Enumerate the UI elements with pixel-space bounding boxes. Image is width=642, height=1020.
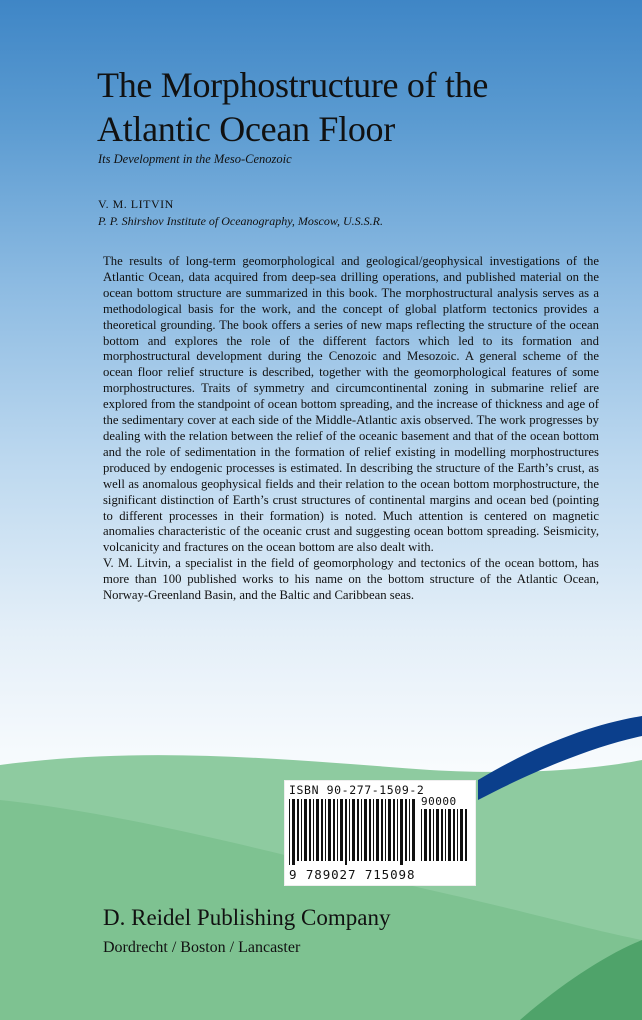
barcode-bar [409, 799, 410, 861]
barcode-bar [381, 799, 383, 861]
barcode-bar [309, 799, 311, 861]
barcode-bar [349, 799, 350, 861]
description-paragraph: The results of long-term geomorphological and geological/geophysical investigations of the Atlantic Ocean, data acquired from deep-sea drilling operations, and published material on the ocean bottom structure are summarized in this book. The morphostructural analysis serves as a methodological basis for the work, and the concept of global platform tectonics provides a theoretical grounding. The book offers a series of new maps reflecting the structure of the ocean bottom and explores the role of the different factors which led to its formation and morphostructural development during the Cenozoic and Mesozoic. A general scheme of the ocean floor relief structure is described, together with the geomorphological features of some morphostructures. Traits of symmetry and circumcontinental zoning in submarine relief are explored from the standpoint of ocean bottom spreading, and the increase of thickness and age of the sedimentary cover at each side of the Middle-Atlantic axis observed. The work progresses by dealing with the relation between the relief of the oceanic basement and that of the ocean bottom and the role of sedimentation in the formation of relief existing in modelling morphostructures produced by endogenic processes is estimated. In describing the structure of the Earth’s crust, as well as anomalous geophysical fields and their relation to the ocean bottom morphostructure, the significant distinction of Earth’s crust structures of continental margins and ocean bed (pointing to different processes in their formation) is noted. Much attention is centered on magnetic anomalies characteristic of the oceanic crust and suggesting ocean bottom spreading. Seismicity, volcanicity and fractures on the ocean bottom are also dealt with. [103, 254, 599, 555]
author-name: V. M. LITVIN [98, 197, 174, 211]
addon-barcode [421, 809, 471, 865]
barcode-bar [361, 799, 362, 861]
barcode-bar [441, 809, 443, 861]
barcode-bar [340, 799, 343, 861]
barcode-bar [376, 799, 379, 861]
isbn-barcode-block [284, 780, 476, 886]
barcode-bar [465, 809, 467, 861]
barcode-bar [321, 799, 323, 861]
barcode-bar [433, 809, 434, 861]
barcode-bar [397, 799, 398, 861]
barcode-bar [297, 799, 299, 861]
barcode-bar [345, 799, 347, 865]
publisher-locations: Dordrecht / Boston / Lancaster [103, 939, 301, 956]
barcode-bar [412, 799, 415, 861]
barcode-bar [292, 799, 295, 865]
title-line-1: The Morphostructure of the [97, 65, 489, 105]
barcode-bar [460, 809, 463, 861]
ean-digits: 9 789027 715098 [289, 867, 416, 882]
price-code: 90000 [421, 795, 457, 808]
barcode-bar [369, 799, 371, 861]
book-description [103, 254, 599, 604]
barcode-bar [337, 799, 338, 861]
barcode-bar [424, 809, 427, 861]
barcode-bar [313, 799, 314, 861]
barcode-bar [316, 799, 319, 861]
barcode-bar [385, 799, 386, 861]
barcode-bar [333, 799, 335, 861]
barcode-bar [373, 799, 374, 861]
barcode-bar [429, 809, 431, 861]
barcode-bar [436, 809, 439, 861]
barcode-bar [405, 799, 407, 861]
title-line-2: Atlantic Ocean Floor [97, 109, 395, 149]
barcode-bar [357, 799, 359, 861]
barcode-bar [445, 809, 446, 861]
barcode-bar [400, 799, 403, 865]
barcode-bar [421, 809, 422, 861]
barcode-bar [328, 799, 331, 861]
barcode-bar [388, 799, 391, 861]
publisher-name: D. Reidel Publishing Company [103, 905, 391, 930]
barcode-bar [325, 799, 326, 861]
author-affiliation: P. P. Shirshov Institute of Oceanography, Moscow, U.S.S.R. [98, 214, 383, 228]
book-title [97, 63, 617, 151]
barcode-bar [393, 799, 395, 861]
barcode-bar [448, 809, 451, 861]
barcode-bar [352, 799, 355, 861]
author-bio-paragraph: V. M. Litvin, a specialist in the field of geomorphology and tectonics of the ocean bottom, has more than 100 published works to his name on the bottom structure of the Atlantic Ocean, Norway-Greenland Basin, and the Baltic and Caribbean seas. [103, 556, 599, 603]
barcode-bar [301, 799, 302, 861]
barcode-bar [457, 809, 458, 861]
barcode-bar [289, 799, 290, 865]
isbn-label: ISBN 90-277-1509-2 [289, 783, 425, 797]
barcode-bar [304, 799, 307, 861]
ean-barcode [289, 799, 417, 865]
barcode-bar [453, 809, 455, 861]
book-subtitle: Its Development in the Meso-Cenozoic [98, 152, 292, 166]
barcode-bar [364, 799, 367, 861]
